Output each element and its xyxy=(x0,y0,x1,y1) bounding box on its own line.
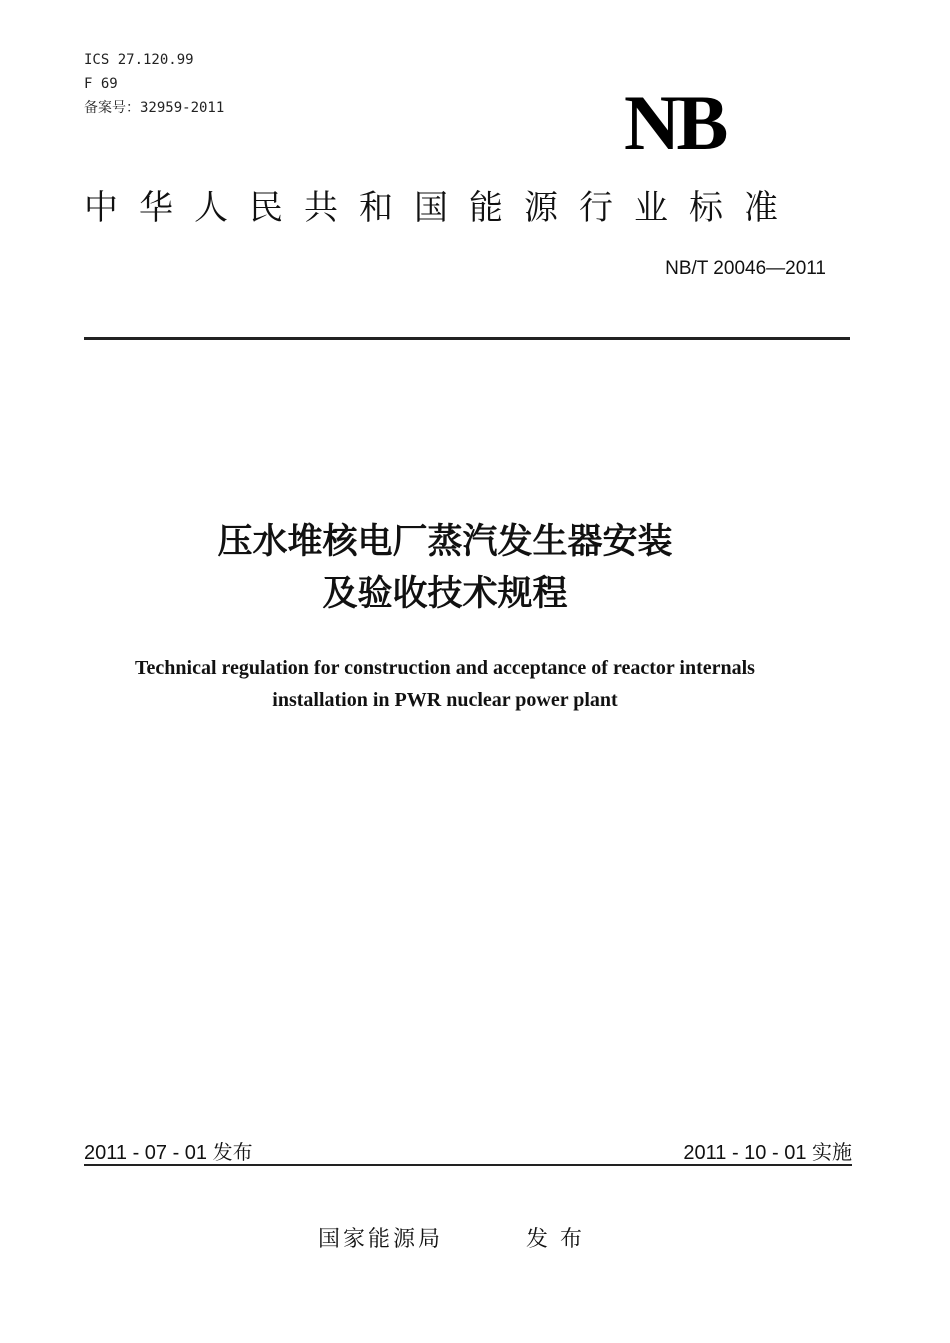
issuer-action: 发布 xyxy=(526,1227,595,1252)
header-divider xyxy=(84,337,850,340)
chinese-title xyxy=(100,516,790,620)
implement-date: 2011 - 10 - 01 实施 xyxy=(683,1142,852,1164)
filing-number: 备案号：32959-2011 xyxy=(84,100,225,116)
ccs-code: F 69 xyxy=(84,76,118,92)
english-title-line-2: installation in PWR nuclear power plant xyxy=(272,689,618,711)
english-title-line-1: Technical regulation for construction and acceptance of reactor internals xyxy=(135,657,755,679)
classification-block xyxy=(84,48,224,120)
org-title: 中华人民共和国能源行业标准 xyxy=(84,188,799,228)
publish-date: 2011 - 07 - 01 发布 xyxy=(84,1142,253,1164)
chinese-title-line-1: 压水堆核电厂蒸汽发生器安装 xyxy=(217,522,673,562)
footer-divider xyxy=(84,1164,852,1166)
english-title xyxy=(60,652,830,716)
ics-code: ICS 27.120.99 xyxy=(84,52,194,68)
issuer-name: 国家能源局 xyxy=(318,1227,444,1252)
standard-number: NB/T 20046—2011 xyxy=(665,258,826,279)
nb-logo: NB xyxy=(624,79,725,166)
chinese-title-line-2: 及验收技术规程 xyxy=(322,574,568,614)
